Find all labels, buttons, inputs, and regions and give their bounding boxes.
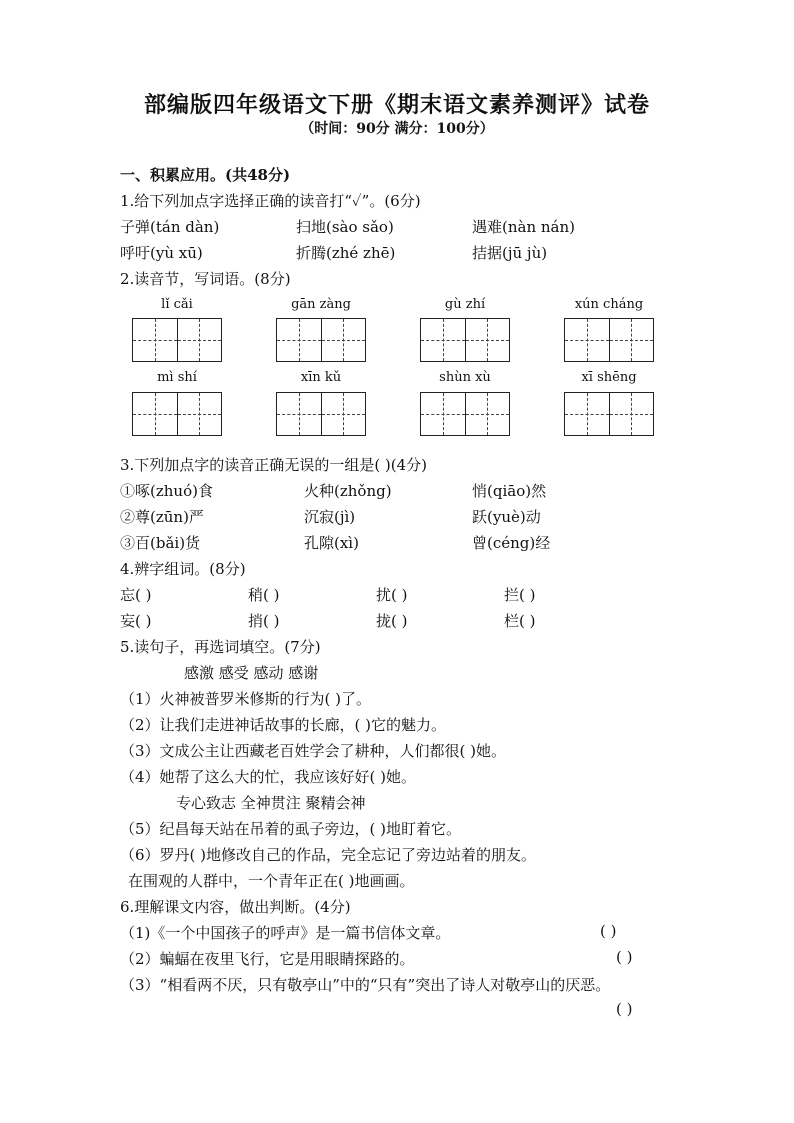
q3-item: ②尊(zūn)严 (120, 508, 204, 526)
q3-item: ③百(bǎi)货 (120, 534, 201, 552)
q6-statement: （1)《一个中国孩子的呼声》是一篇书信体文章。 (120, 924, 451, 942)
pinyin-label: xún cháng (574, 297, 644, 312)
q5-sentence: （5）纪昌每天站在吊着的虱子旁边，( )地盯着它。 (120, 820, 462, 838)
q4-item[interactable]: 拢( ) (376, 612, 408, 630)
tianzige-box[interactable] (276, 318, 366, 362)
q5-sentence: 在围观的人群中，一个青年正在( )地画画。 (128, 872, 415, 890)
q1-item: 子弹(tán dàn) (120, 218, 220, 236)
q5-sentence: （2）让我们走进神话故事的长廊，( )它的魅力。 (120, 716, 447, 734)
q3-item: 孔隙(xì) (304, 534, 359, 552)
answer-blank[interactable]: ( ) (600, 922, 617, 940)
pinyin-label: shùn xù (439, 370, 491, 385)
tianzige-box[interactable] (276, 392, 366, 436)
tianzige-box[interactable] (132, 318, 222, 362)
q4-item[interactable]: 栏( ) (504, 612, 536, 630)
q4-item[interactable]: 拦( ) (504, 586, 536, 604)
pinyin-label: gù zhí (444, 297, 486, 312)
pinyin-label: xī shēng (581, 370, 637, 385)
q3-item: 悄(qiāo)然 (472, 482, 547, 500)
section-heading: 一、积累应用。(共48分) (120, 166, 291, 184)
q1-item: 遇难(nàn nán) (472, 218, 576, 236)
answer-blank[interactable]: ( ) (616, 948, 633, 966)
q1-item: 呼吁(yù xū) (120, 244, 203, 262)
exam-info: （时间：90分 满分：100分） (300, 121, 494, 137)
question-6-prompt: 6.理解课文内容，做出判断。(4分) (120, 898, 351, 916)
q5-sentence: （1）火神被普罗米修斯的行为( )了。 (120, 690, 372, 708)
tianzige-box[interactable] (564, 392, 654, 436)
q3-item: 跃(yuè)动 (472, 508, 541, 526)
question-4-prompt: 4.辨字组词。(8分) (120, 560, 246, 578)
q4-item[interactable]: 稍( ) (248, 586, 280, 604)
pinyin-label: mì shí (157, 370, 197, 385)
question-3-prompt: 3.下列加点字的读音正确无误的一组是( )(4分) (120, 456, 428, 474)
question-1-prompt: 1.给下列加点字选择正确的读音打“✓”。(6分) (120, 192, 421, 210)
pinyin-label: gān zàng (291, 297, 351, 312)
tianzige-box[interactable] (420, 392, 510, 436)
word-choices: 专心致志 全神贯注 聚精会神 (176, 794, 366, 812)
q3-item: 火种(zhǒng) (304, 482, 392, 500)
tianzige-box[interactable] (420, 318, 510, 362)
q5-sentence: （3）文成公主让西藏老百姓学会了耕种，人们都很( )她。 (120, 742, 507, 760)
q4-item[interactable]: 捎( ) (248, 612, 280, 630)
q1-item: 拮据(jū jù) (472, 244, 548, 262)
q5-sentence: （4）她帮了这么大的忙，我应该好好( )她。 (120, 768, 417, 786)
q4-item[interactable]: 扰( ) (376, 586, 408, 604)
tianzige-box[interactable] (132, 392, 222, 436)
q6-statement: （2）蝙蝠在夜里飞行，它是用眼睛探路的。 (120, 950, 415, 968)
word-choices: 感激 感受 感动 感谢 (184, 664, 319, 682)
q4-item[interactable]: 妄( ) (120, 612, 152, 630)
q3-item: ①啄(zhuó)食 (120, 482, 213, 500)
answer-blank[interactable]: ( ) (616, 1000, 633, 1018)
q3-item: 曾(céng)经 (472, 534, 551, 552)
question-2-prompt: 2.读音节，写词语。(8分) (120, 270, 291, 288)
q1-item: 扫地(sào sǎo) (296, 218, 394, 236)
pinyin-label: xīn kǔ (300, 370, 342, 385)
q4-item[interactable]: 忘( ) (120, 586, 152, 604)
pinyin-label: lǐ cǎi (161, 297, 193, 312)
q6-statement: （3）“相看两不厌，只有敬亭山”中的“只有”突出了诗人对敬亭山的厌恶。 (120, 976, 611, 994)
tianzige-box[interactable] (564, 318, 654, 362)
page-title: 部编版四年级语文下册《期末语文素养测评》试卷 (143, 92, 650, 118)
q1-item: 折腾(zhé zhē) (296, 244, 396, 262)
q5-sentence: （6）罗丹( )地修改自己的作品，完全忘记了旁边站着的朋友。 (120, 846, 537, 864)
question-5-prompt: 5.读句子，再选词填空。(7分) (120, 638, 321, 656)
q3-item: 沉寂(jì) (304, 508, 356, 526)
